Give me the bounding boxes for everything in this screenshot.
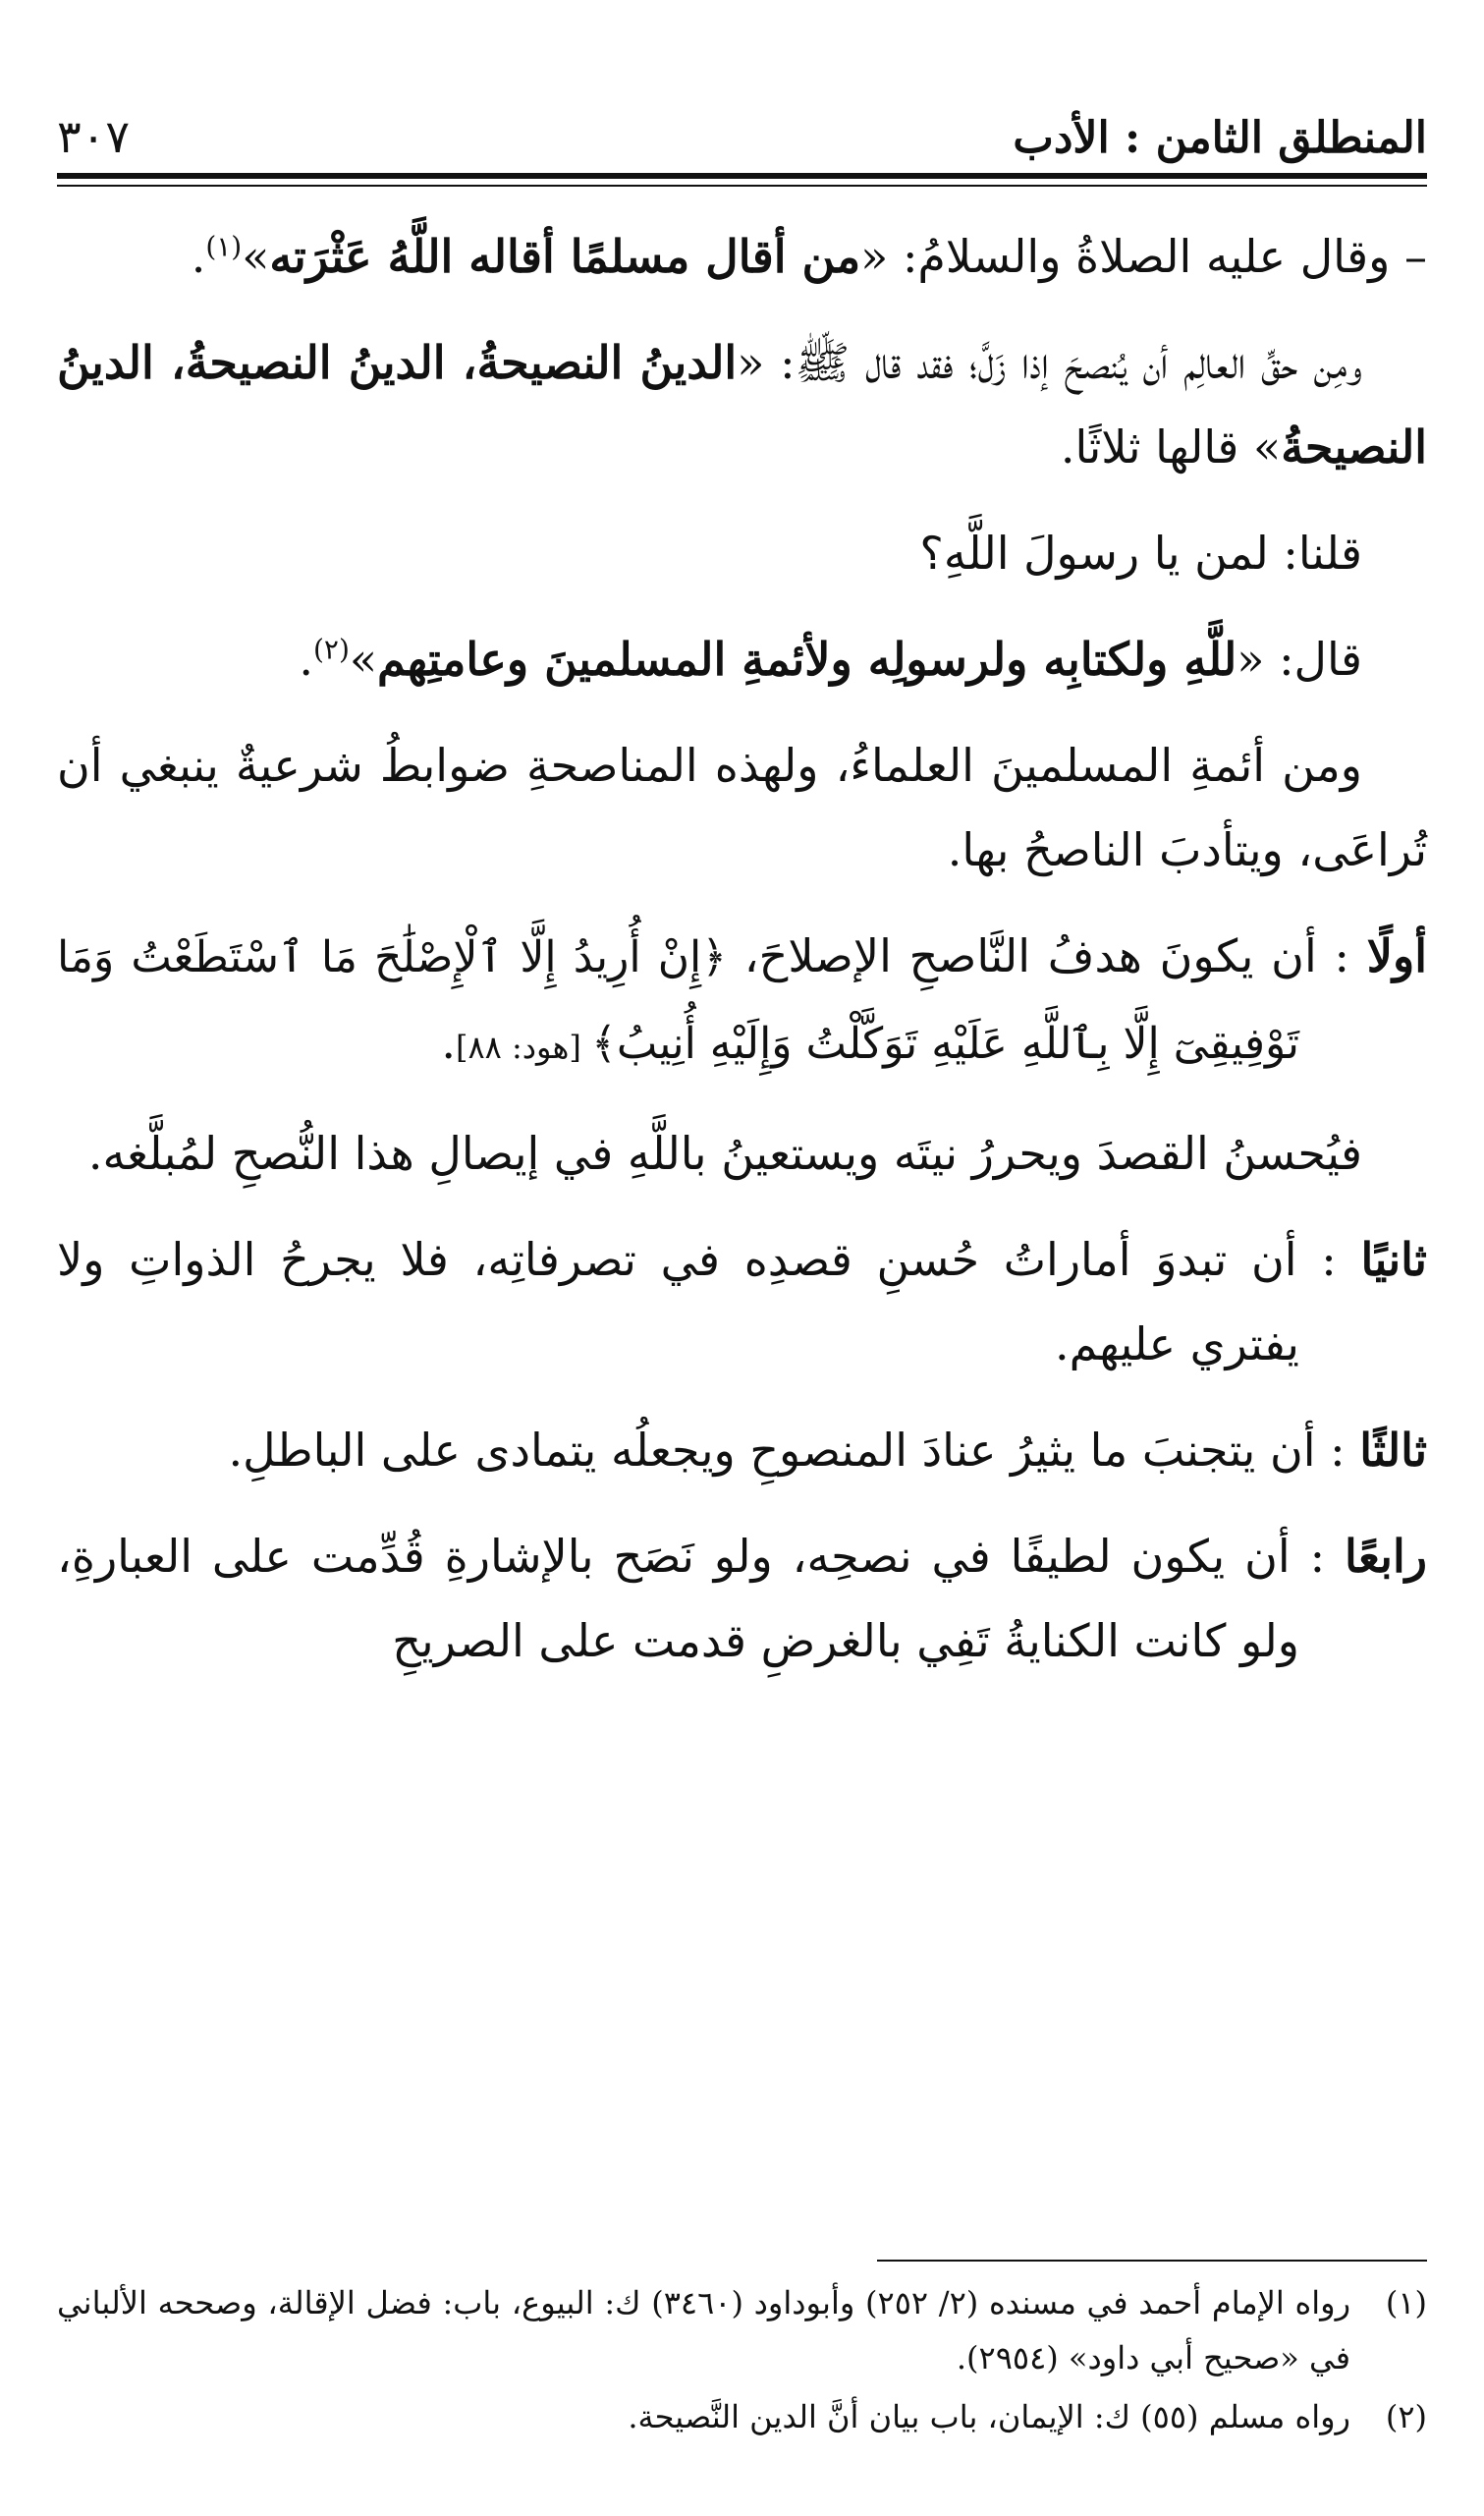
point-separator: : [1296,1233,1361,1286]
hadith-text: للَّهِ ولكتابِه ولرسولِه ولأئمةِ المسلمينَ وعامتِهم [377,633,1237,686]
point-text: أن يكونَ هدفُ النَّاصحِ الإصلاحَ، [727,929,1317,982]
point-text: أن تبدوَ أماراتُ حُسنِ قصدِه في تصرفاتِه، فلا يجرحُ الذواتِ ولا يفتري عليهم. [57,1233,1299,1370]
paragraph-scholars: ومن أئمةِ المسلمينَ العلماءُ، ولهذه المناصحةِ ضوابطُ شرعيةٌ ينبغي أن تُراعَى، ويتأدبَ الناصحُ بها. [57,739,1427,876]
main-text [57,214,1427,1705]
point-first [57,914,1427,1090]
paragraph-end: . [299,633,313,686]
paragraph-hadith-iqala [57,214,1427,299]
footnote-text: رواه الإمام أحمد في مسنده (٢/ ٢٥٢) وأبوداود (٣٤٦٠) ك: البيوع، باب: فضل الإقالة، وصححه الألباني في «صحيح أبي داود» (٢٩٥٤). [57,2284,1351,2376]
paragraph-lead: ومِن حقِّ العالِم أن يُنصحَ إذا زَلَّ؛ فقد قال ﷺ: « [737,336,1362,389]
footnote-1 [57,2275,1427,2385]
paragraph-end: . [441,1016,456,1069]
point-text: أن يتجنبَ ما يثيرُ عنادَ المنصوحِ ويجعلُه يتمادى على الباطلِ. [228,1424,1316,1477]
paragraph-tail: » قالها ثلاثًا. [1060,420,1282,474]
footnote-marker-1[interactable]: (١) [205,230,243,263]
paragraph-lead: – وقال عليه الصلاةُ والسلامُ: « [860,230,1427,283]
footnotes [57,2275,1427,2448]
quote-close: » [242,230,270,283]
quran-verse: ﴿إِنْ أُرِيدُ إِلَّا ٱلْإِصْلَٰحَ مَا ٱسْتَطَعْتُ وَمَا تَوْفِيقِىٓ إِلَّا بِٱللَّهِ عَلَيْهِ تَوَكَّلْتُ وَإِلَيْهِ أُنِيبُ﴾ [57,932,1299,1069]
footnote-rule [877,2260,1427,2262]
page-header [57,94,1427,163]
point-second [57,1217,1427,1386]
footnote-marker-2[interactable]: (٢) [312,633,350,666]
running-title: المنطلق الثامن : الأدب [1013,113,1427,163]
page-number: ٣٠٧ [57,110,131,163]
point-number: أولًا [1366,929,1427,982]
quote-close: » [349,633,378,686]
point-separator: : [1316,929,1367,982]
point-separator: : [1315,1424,1360,1477]
footnote-2 [57,2389,1427,2444]
paragraph-answer [57,617,1427,701]
header-rule-thick [57,173,1427,179]
paragraph-lead: قال: « [1237,633,1362,686]
point-separator: : [1290,1530,1345,1583]
verse-reference: [هود: ٨٨] [455,1029,592,1066]
paragraph-nasiha [57,320,1427,489]
hadith-text: الدينُ النصيحةُ، الدينُ النصيحةُ، الدينُ النصيحةُ [57,336,1427,474]
paragraph-end: . [191,230,206,283]
header-rule-thin [57,185,1427,187]
paragraph-question: قلنا: لمن يا رسولَ اللَّهِ؟ [919,527,1362,580]
footnote-text: رواه مسلم (٥٥) ك: الإيمان، باب بيان أنَّ الدين النَّصيحة. [628,2398,1350,2435]
hadith-text: من أقال مسلمًا أقاله اللَّهُ عَثْرَته [269,230,861,283]
footnote-number: (١) [1385,2284,1428,2321]
point-number: ثالثًا [1359,1424,1427,1477]
paragraph-intention: فيُحسنُ القصدَ ويحررُ نيتَه ويستعينُ باللَّهِ في إيصالِ هذا النُّصحِ لمُبلَّغه. [87,1127,1362,1180]
point-text: أن يكون لطيفًا في نصحِه، ولو نَصَح بالإشارةِ قُدِّمت على العبارةِ، ولو كانت الكنايةُ تَفِي بالغرضِ قدمت على الصريحِ [57,1530,1299,1667]
point-number: ثانيًا [1360,1233,1427,1286]
point-number: رابعًا [1344,1530,1427,1583]
point-fourth [57,1514,1427,1683]
footnote-number: (٢) [1385,2398,1427,2435]
point-third [57,1408,1427,1492]
